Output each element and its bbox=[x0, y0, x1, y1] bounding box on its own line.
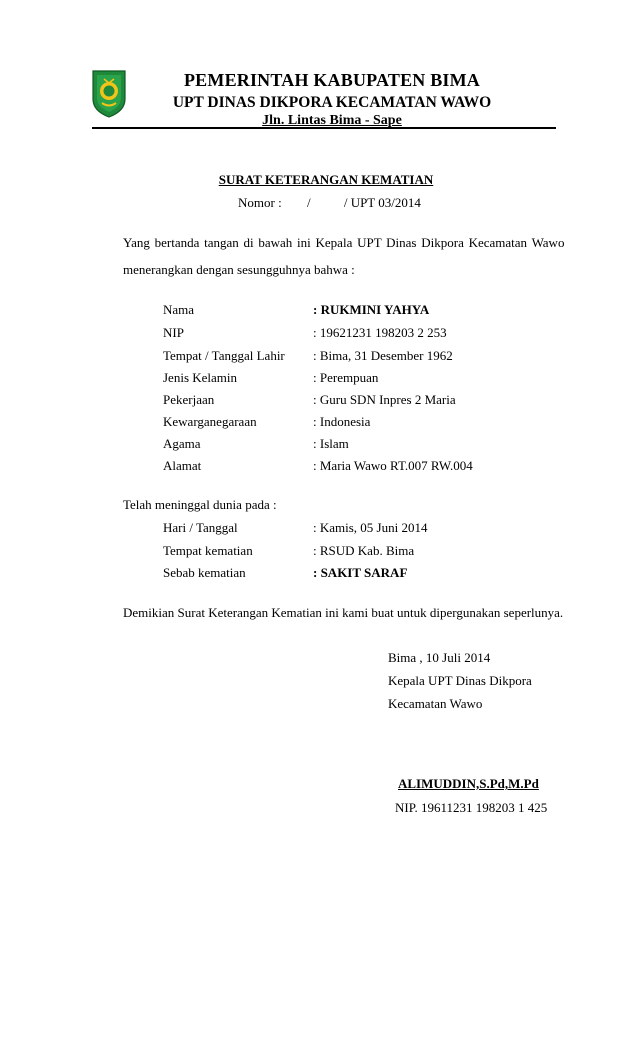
letterhead-office: UPT DINAS DIKPORA KECAMATAN WAWO bbox=[172, 94, 492, 111]
field-value-birth: : Bima, 31 Desember 1962 bbox=[313, 348, 453, 363]
nomor-label: Nomor : bbox=[238, 195, 282, 210]
field-value-date: : Kamis, 05 Juni 2014 bbox=[313, 520, 428, 535]
field-label-nama: Nama bbox=[163, 302, 195, 317]
field-label-gender: Jenis Kelamin bbox=[163, 370, 238, 385]
signatory-name: ALIMUDDIN,S.Pd,M.Pd bbox=[398, 776, 539, 791]
signature-position-2: Kecamatan Wawo bbox=[388, 696, 483, 711]
field-label-citizenship: Kewarganegaraan bbox=[163, 414, 257, 429]
nomor-code: / UPT 03/2014 bbox=[343, 195, 421, 210]
letterhead-divider bbox=[92, 127, 556, 129]
document-title: SURAT KETERANGAN KEMATIAN bbox=[218, 172, 434, 187]
nomor-separator: / bbox=[306, 195, 311, 210]
closing-statement: Demikian Surat Keterangan Kematian ini kami buat untuk dipergunakan seperlunya. bbox=[123, 605, 564, 620]
field-value-nama: : RUKMINI YAHYA bbox=[313, 302, 430, 317]
letterhead-government: PEMERINTAH KABUPATEN BIMA bbox=[183, 70, 480, 90]
field-label-cause: Sebab kematian bbox=[163, 565, 246, 580]
field-value-religion: : Islam bbox=[313, 436, 349, 451]
field-value-gender: : Perempuan bbox=[313, 370, 379, 385]
field-label-place: Tempat kematian bbox=[163, 543, 253, 558]
field-label-religion: Agama bbox=[163, 436, 201, 451]
intro-line-1: Yang bertanda tangan di bawah ini Kepala UPT Dinas Dikpora Kecamatan Wawo bbox=[123, 235, 565, 250]
signature-place-date: Bima , 10 Juli 2014 bbox=[388, 650, 491, 665]
field-label-job: Pekerjaan bbox=[163, 392, 215, 407]
field-value-job: : Guru SDN Inpres 2 Maria bbox=[313, 392, 456, 407]
document-number bbox=[238, 195, 421, 211]
field-value-address: : Maria Wawo RT.007 RW.004 bbox=[313, 458, 473, 473]
field-value-place: : RSUD Kab. Bima bbox=[313, 543, 415, 558]
field-label-address: Alamat bbox=[163, 458, 202, 473]
field-value-nip: : 19621231 198203 2 253 bbox=[313, 325, 447, 340]
field-value-citizenship: : Indonesia bbox=[313, 414, 371, 429]
field-label-date: Hari / Tanggal bbox=[163, 520, 238, 535]
field-label-nip: NIP bbox=[163, 325, 184, 340]
signatory-nip: NIP. 19611231 198203 1 425 bbox=[395, 800, 548, 815]
field-value-cause: : SAKIT SARAF bbox=[313, 565, 408, 580]
death-intro: Telah meninggal dunia pada : bbox=[123, 497, 277, 512]
field-label-birth: Tempat / Tanggal Lahir bbox=[163, 348, 285, 363]
letterhead-address: Jln. Lintas Bima - Sape bbox=[262, 113, 402, 128]
signature-position-1: Kepala UPT Dinas Dikpora bbox=[388, 673, 532, 688]
intro-line-2: menerangkan dengan sesungguhnya bahwa : bbox=[123, 262, 355, 277]
